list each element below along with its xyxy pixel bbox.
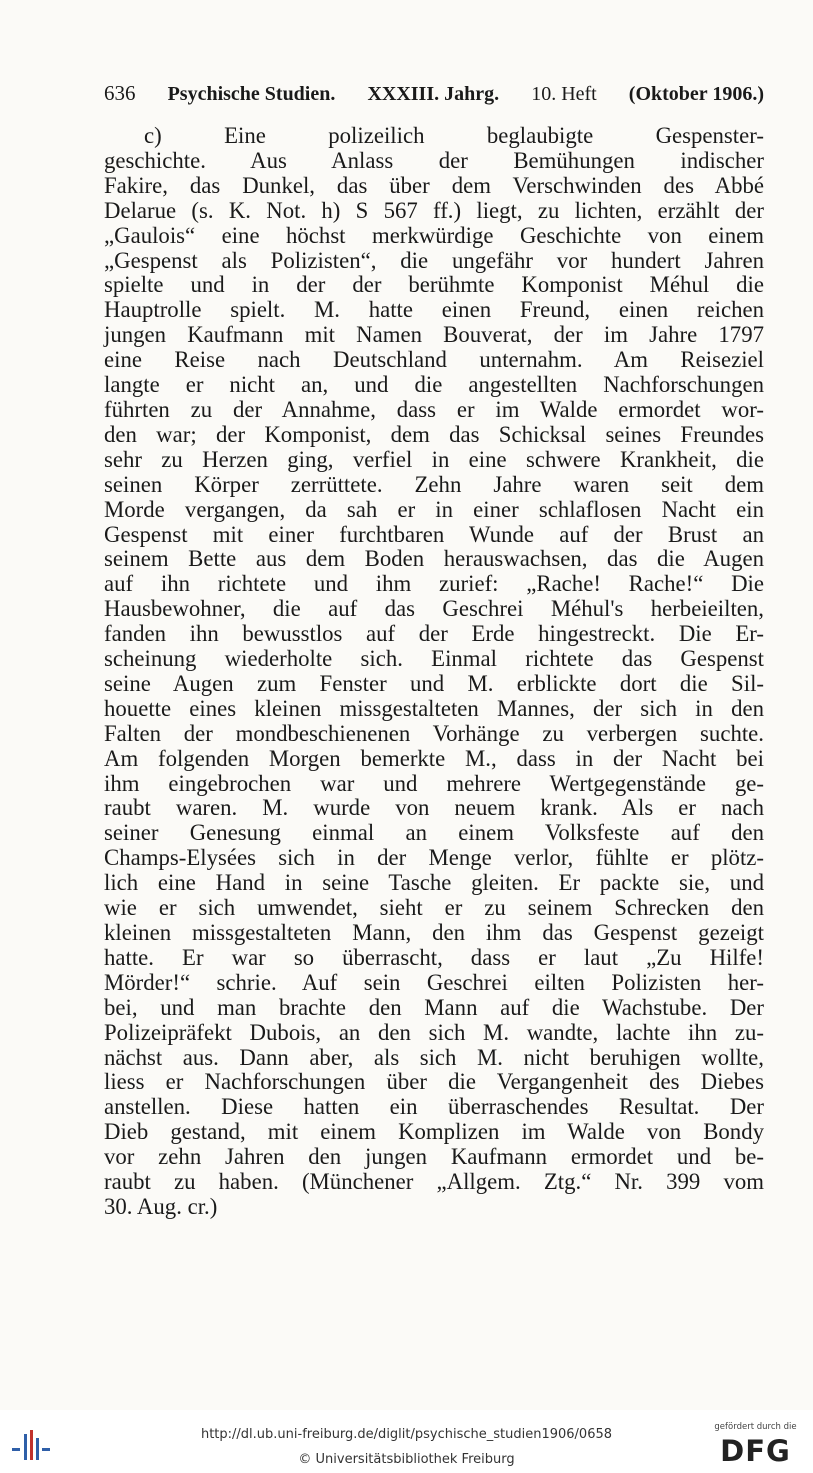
text-line: seinen Körper zerrüttete. Zehn Jahre waren seit dem <box>104 471 764 497</box>
text-line: sehr zu Herzen ging, verfiel in eine schwere Krankheit, die <box>104 446 764 472</box>
text-line: „Gaulois“ eine höchst merkwürdige Geschichte von einem <box>104 222 764 248</box>
text-line: seiner Genesung einmal an einem Volksfeste auf den <box>104 820 764 846</box>
text-line: anstellen. Diese hatten ein überraschendes Resultat. Der <box>104 1094 764 1120</box>
copyright-notice: © Universitätsbibliothek Freiburg <box>298 1452 515 1467</box>
issue-date: (Oktober 1906.) <box>628 83 764 105</box>
text-line: Delarue (s. K. Not. h) S 567 ff.) liegt, zu lichten, erzählt der <box>104 197 764 223</box>
text-line: houette eines kleinen missgestalteten Mannes, der sich in den <box>104 695 764 721</box>
dfg-logo-icon: DFG <box>720 1434 791 1468</box>
text-line: geschichte. Aus Anlass der Bemühungen indischer <box>104 147 764 173</box>
text-line: lich eine Hand in seine Tasche gleiten. Er packte sie, und <box>104 870 764 896</box>
text-line: Mörder!“ schrie. Auf sein Geschrei eilten Polizisten her- <box>104 969 764 995</box>
text-line: langte er nicht an, und die angestellten Nachforschungen <box>104 372 764 398</box>
text-line: Gespenst mit einer furchtbaren Wunde auf der Brust an <box>104 521 764 547</box>
text-line: eine Reise nach Deutschland unternahm. Am Reiseziel <box>104 347 764 373</box>
page-url-link[interactable]: http://dl.ub.uni-freiburg.de/diglit/psychische_studien1906/0658 <box>200 1427 613 1442</box>
text-line: Dieb gestand, mit einem Komplizen im Walde von Bondy <box>104 1119 764 1145</box>
issue-label: 10. Heft <box>531 83 597 105</box>
text-line: raubt zu haben. (Münchener „Allgem. Ztg.“ Nr. 399 vom <box>104 1169 764 1195</box>
text-line: „Gespenst als Polizisten“, die ungefähr vor hundert Jahren <box>104 247 764 273</box>
text-line: den war; der Komponist, dem das Schicksal seines Freundes <box>104 421 764 447</box>
text-line: Falten der mondbeschienenen Vorhänge zu verbergen suchte. <box>104 720 764 746</box>
text-line: Hauptrolle spielt. M. hatte einen Freund, einen reichen <box>104 297 764 323</box>
text-line: ihm eingebrochen war und mehrere Wertgegenstände ge- <box>104 770 764 796</box>
text-line: seine Augen zum Fenster und M. erblickte dort die Sil- <box>104 670 764 696</box>
text-line: 30. Aug. cr.) <box>104 1193 218 1219</box>
text-line: c) Eine polizeilich beglaubigte Gespenster- <box>144 123 764 148</box>
dfg-caption: gefördert durch die <box>714 1422 797 1432</box>
text-line: Polizeipräfekt Dubois, an den sich M. wandte, lachte ihn zu- <box>104 1019 764 1045</box>
text-line: wie er sich umwendet, sieht er zu seinem Schrecken den <box>104 895 764 921</box>
text-line: Champs-Elysées sich in der Menge verlor, fühlte er plötz- <box>104 845 764 871</box>
text-line: scheinung wiederholte sich. Einmal richtete das Gespenst <box>104 646 764 672</box>
text-line: auf ihn richtete und ihm zurief: „Rache! Rache!“ Die <box>104 571 764 597</box>
volume-label: XXXIII. Jahrg. <box>367 83 500 105</box>
text-line: vor zehn Jahren den jungen Kaufmann ermordet und be- <box>104 1144 764 1170</box>
text-line: jungen Kaufmann mit Namen Bouverat, der im Jahre 1797 <box>104 322 764 348</box>
text-line: Am folgenden Morgen bemerkte M., dass in der Nacht bei <box>104 745 764 771</box>
page-number: 636 <box>104 81 136 105</box>
viewer-footer <box>0 1410 813 1473</box>
text-line: spielte und in der der berühmte Komponist Méhul die <box>104 272 764 298</box>
text-line: nächst aus. Dann aber, als sich M. nicht beruhigen wollte, <box>104 1044 764 1070</box>
text-line: Fakire, das Dunkel, das über dem Verschwinden des Abbé <box>104 172 764 198</box>
text-line: hatte. Er war so überrascht, dass er laut „Zu Hilfe! <box>104 944 764 970</box>
text-line: raubt waren. M. wurde von neuem krank. Als er nach <box>104 795 764 821</box>
text-line: Hausbewohner, die auf das Geschrei Méhul's herbeieilten, <box>104 596 764 622</box>
text-line: seinem Bette aus dem Boden herauswachsen, das die Augen <box>104 546 764 572</box>
article-body <box>104 124 764 1220</box>
text-line: bei, und man brachte den Mann auf die Wachstube. Der <box>104 994 764 1020</box>
text-line: kleinen missgestalteten Mann, den ihm das Gespenst gezeigt <box>104 920 764 945</box>
text-line: liess er Nachforschungen über die Vergangenheit des Diebes <box>104 1069 764 1095</box>
text-line: führten zu der Annahme, dass er im Walde ermordet wor- <box>104 396 764 422</box>
journal-title: Psychische Studien. <box>167 83 336 105</box>
text-line: Morde vergangen, da sah er in einer schlaflosen Nacht ein <box>104 496 764 522</box>
running-head <box>104 81 764 106</box>
text-line: fanden ihn bewusstlos auf der Erde hingestreckt. Die Er- <box>104 621 764 647</box>
